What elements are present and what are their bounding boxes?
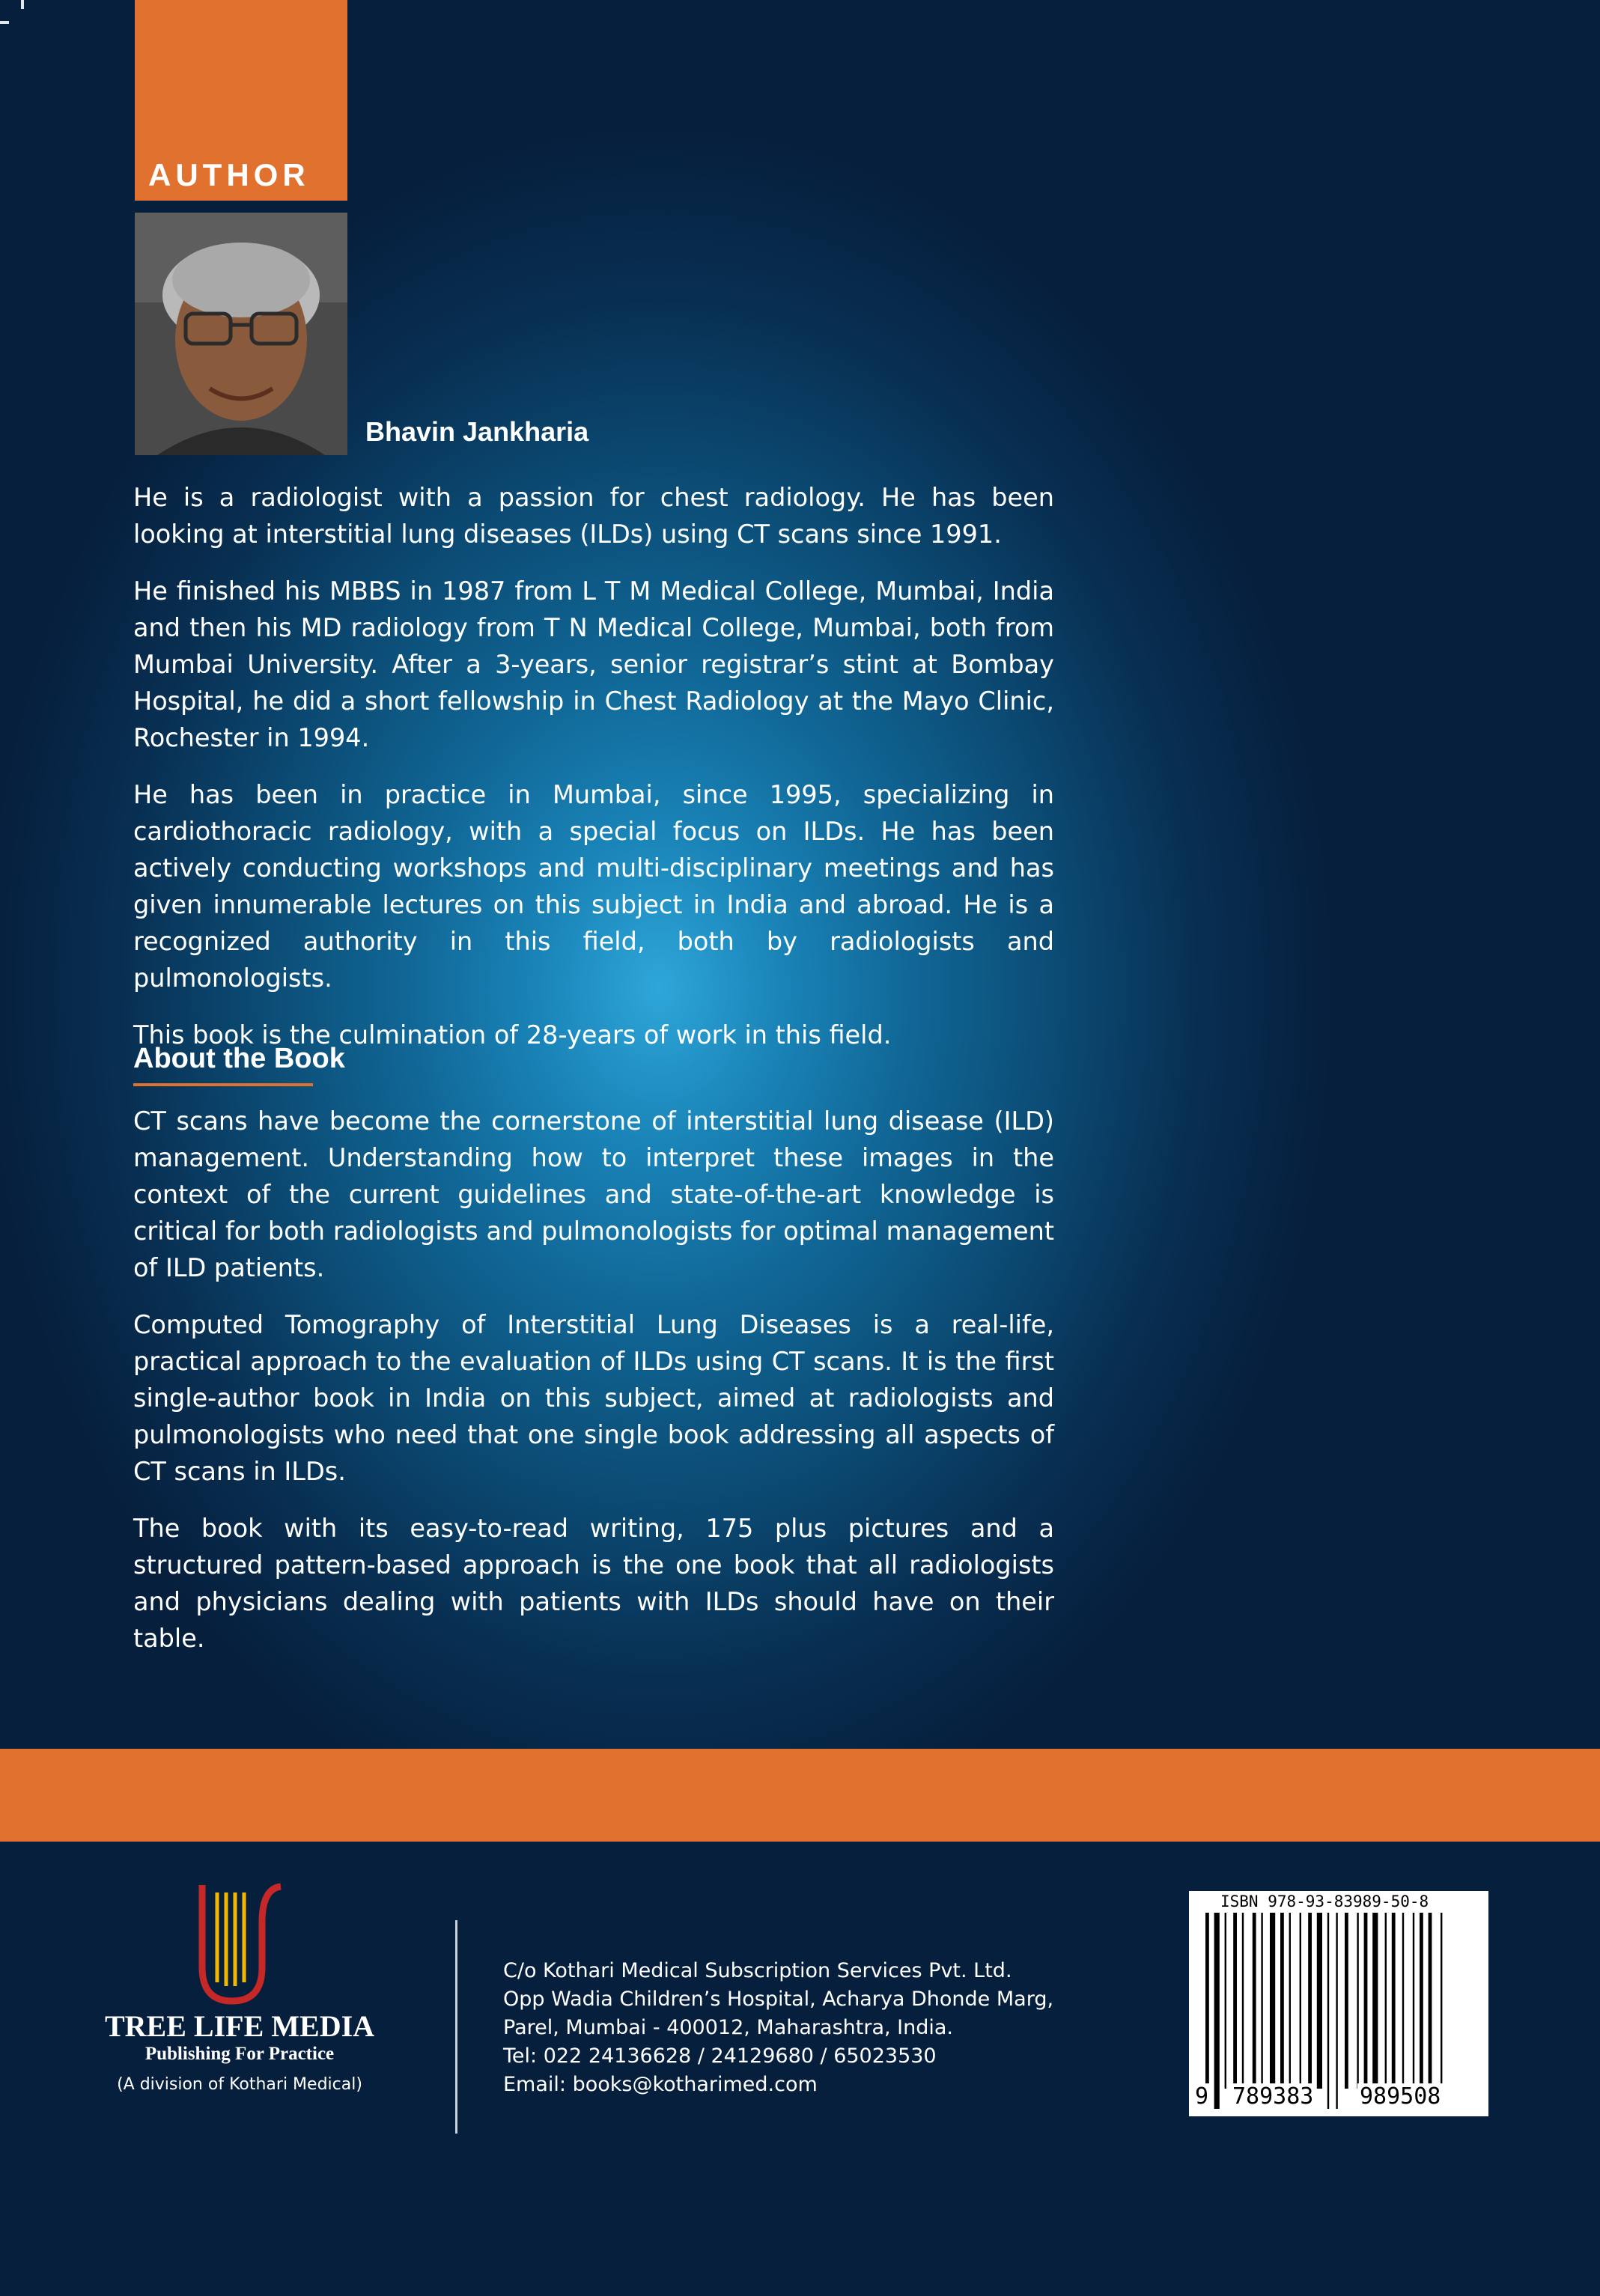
about-paragraph: The book with its easy-to-read writing, 175 plus pictures and a structured pattern-based approach is the one book that all radiologists and physicians dealing with patients with ILDs should have on their table. <box>133 1514 1054 1653</box>
bio-paragraph: He has been in practice in Mumbai, since 1995, specializing in cardiothoracic radiology, with a special focus on ILDs. He has been actively conducting workshops and multi-disciplinary meetings and has given innumerable lectures on this subject in India and abroad. He is a recognized authority in this field, both by radiologists and pulmonologists. <box>133 780 1054 993</box>
author-bio <box>133 479 1054 1074</box>
orange-band <box>0 1749 1600 1842</box>
author-tab <box>135 0 347 201</box>
crop-mark-top-left-side <box>0 21 9 24</box>
bio-paragraph: He is a radiologist with a passion for chest radiology. He has been looking at interstitial lung diseases (ILDs) using CT scans since 1991. <box>133 483 1054 549</box>
about-heading-underline <box>133 1083 313 1086</box>
barcode-digits-right: 989508 <box>1357 2083 1443 2110</box>
address-line: Opp Wadia Children’s Hospital, Acharya Dhonde Marg, <box>503 1988 1054 2011</box>
about-body <box>133 1103 1054 1677</box>
address-line: Parel, Mumbai - 400012, Maharashtra, India. <box>503 2016 954 2039</box>
address-email: Email: books@kotharimed.com <box>503 2073 818 2096</box>
publisher-division: (A division of Kothari Medical) <box>117 2075 362 2094</box>
author-name: Bhavin Jankharia <box>365 416 589 447</box>
about-paragraph: Computed Tomography of Interstitial Lung Diseases is a real-life, practical approach to the evaluation of ILDs using CT scans. It is the first single-author book in India on this subject, aimed at radiologists and pulmonologists who need that one single book addressing all aspects of CT scans in ILDs. <box>133 1310 1054 1486</box>
isbn-label: ISBN 978-93-83989-50-8 <box>1220 1892 1429 1910</box>
crop-mark-top-left <box>21 0 24 9</box>
about-paragraph: CT scans have become the cornerstone of interstitial lung disease (ILD) management. Understanding how to interpret these images in the context of the current guidelines and state-of-the-art knowledge is critical for both radiologists and pulmonologists for optimal management of ILD patients. <box>133 1106 1054 1282</box>
author-photo <box>135 213 347 455</box>
barcode-digits-left: 789383 <box>1230 2083 1315 2110</box>
author-portrait-illustration <box>135 213 347 455</box>
tree-life-media-logo-icon <box>187 1878 285 2005</box>
about-heading: About the Book <box>133 1043 345 1074</box>
publisher-address <box>503 1957 1053 2099</box>
bio-paragraph: This book is the culmination of 28-years of work in this field. <box>133 1020 892 1050</box>
publisher-name: TREE LIFE MEDIA <box>104 2009 375 2043</box>
address-line: C/o Kothari Medical Subscription Services Pvt. Ltd. <box>503 1959 1012 1982</box>
publisher-tagline: Publishing For Practice <box>145 2044 335 2064</box>
address-phone: Tel: 022 24136628 / 24129680 / 65023530 <box>503 2044 937 2068</box>
footer-divider <box>455 1920 457 2134</box>
bio-paragraph: He finished his MBBS in 1987 from L T M Medical College, Mumbai, India and then his MD radiology from T N Medical College, Mumbai, both from Mumbai University. After a 3-years, senior registrar’s stint at Bombay Hospital, he did a short fellowship in Chest Radiology at the Mayo Clinic, Rochester in 1994. <box>133 576 1054 752</box>
author-tab-label: AUTHOR <box>148 157 310 192</box>
barcode-digit-first: 9 <box>1193 2083 1211 2110</box>
